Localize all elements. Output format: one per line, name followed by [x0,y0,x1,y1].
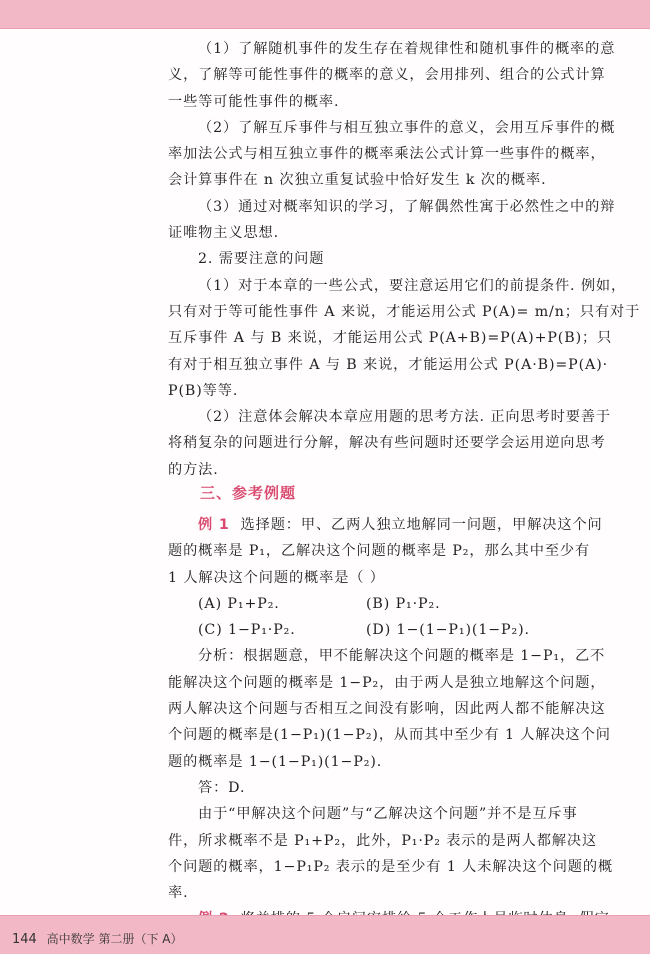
page-number: 144 [12,932,37,947]
text-line: 由于“甲解决这个问题”与“乙解决这个问题”并不是互斥事 [198,806,578,823]
example-1 [168,512,623,933]
text-line: 分析：根据题意，甲不能解决这个问题的概率是 1−P₁，乙不 [198,648,606,665]
text-line: 会计算事件在 n 次独立重复试验中恰好发生 k 次的概率. [168,172,547,189]
text-line: 件，所求概率不是 P₁+P₂，此外，P₁·P₂ 表示的是两人都解决这 [168,832,598,849]
text-line: 有对于相互独立事件 A 与 B 来说，才能运用公式 P(A·B)=P(A)· [168,356,609,373]
option-c: (C) 1−P₁·P₂. [198,622,296,639]
text-line: 只有对于等可能性事件 A 来说，才能运用公式 P(A)= m/n；只有对于 [168,303,641,320]
text-line: （3）通过对概率知识的学习，了解偶然性寓于必然性之中的辩 [198,198,616,215]
example-1-label: 例 1 [198,517,230,533]
text-line: 证唯物主义思想. [168,225,280,242]
text-line: 1 人解决这个问题的概率是（ ） [168,569,385,586]
subsection-title: 2. 需要注意的问题 [198,251,325,268]
text-line: 的方法. [168,461,219,478]
options-row [168,591,623,617]
page-footer [12,930,183,947]
text-line: 一些等可能性事件的概率. [168,93,340,110]
text-line: 互斥事件 A 与 B 来说，才能运用公式 P(A+B)=P(A)+P(B)；只 [168,330,613,347]
text-line: 义，了解等可能性事件的概率的意义，会用排列、组合的公式计算 [168,67,606,84]
text-line: 个问题的概率是(1−P₁)(1−P₂)，从而其中至少有 1 人解决这个问 [168,727,611,744]
text-line: 能解决这个问题的概率是 1−P₂，由于两人是独立地解这个问题， [168,674,606,691]
option-b: (B) P₁·P₂. [366,595,441,612]
text-line: （2）了解互斥事件与相互独立事件的意义，会用互斥事件的概 [198,119,616,136]
text-line: 率. [168,885,189,902]
book-title: 高中数学 第二册（下 A） [46,932,183,946]
answer-line: 答：D. [198,779,246,796]
option-d: (D) 1−(1−P₁)(1−P₂). [366,622,530,639]
text-line: 率加法公式与相互独立事件的概率乘法公式计算一些事件的概率， [168,146,606,163]
top-decorative-band [0,0,650,29]
text-line: 题的概率是 1−(1−P₁)(1−P₂). [168,753,383,770]
text-line: 将稍复杂的问题进行分解，解决有些问题时还要学会运用逆向思考 [168,435,606,452]
section-heading: 三、参考例题 [200,484,297,502]
text-line: 个问题的概率，1−P₁P₂ 表示的是至少有 1 人未解决这个问题的概 [168,858,614,875]
text-line: （2）注意体会解决本章应用题的思考方法. 正向思考时要善于 [198,409,612,426]
text-line: （1）对于本章的一些公式，要注意运用它们的前提条件. 例如， [198,277,627,294]
text-line: 题的概率是 P₁，乙解决这个问题的概率是 P₂，那么其中至少有 [168,543,591,560]
objectives-section [168,36,641,483]
option-a: (A) P₁+P₂. [198,595,280,612]
text-line: 两人解决这个问题与否相互之间没有影响，因此两人都不能解决这 [168,701,606,718]
text-line: （1）了解随机事件的发生存在着规律性和随机事件的概率的意 [198,41,616,57]
text-line: 选择题：甲、乙两人独立地解同一问题，甲解决这个问 [240,517,603,533]
text-line: P(B)等等. [168,382,239,399]
options-row [168,617,623,643]
